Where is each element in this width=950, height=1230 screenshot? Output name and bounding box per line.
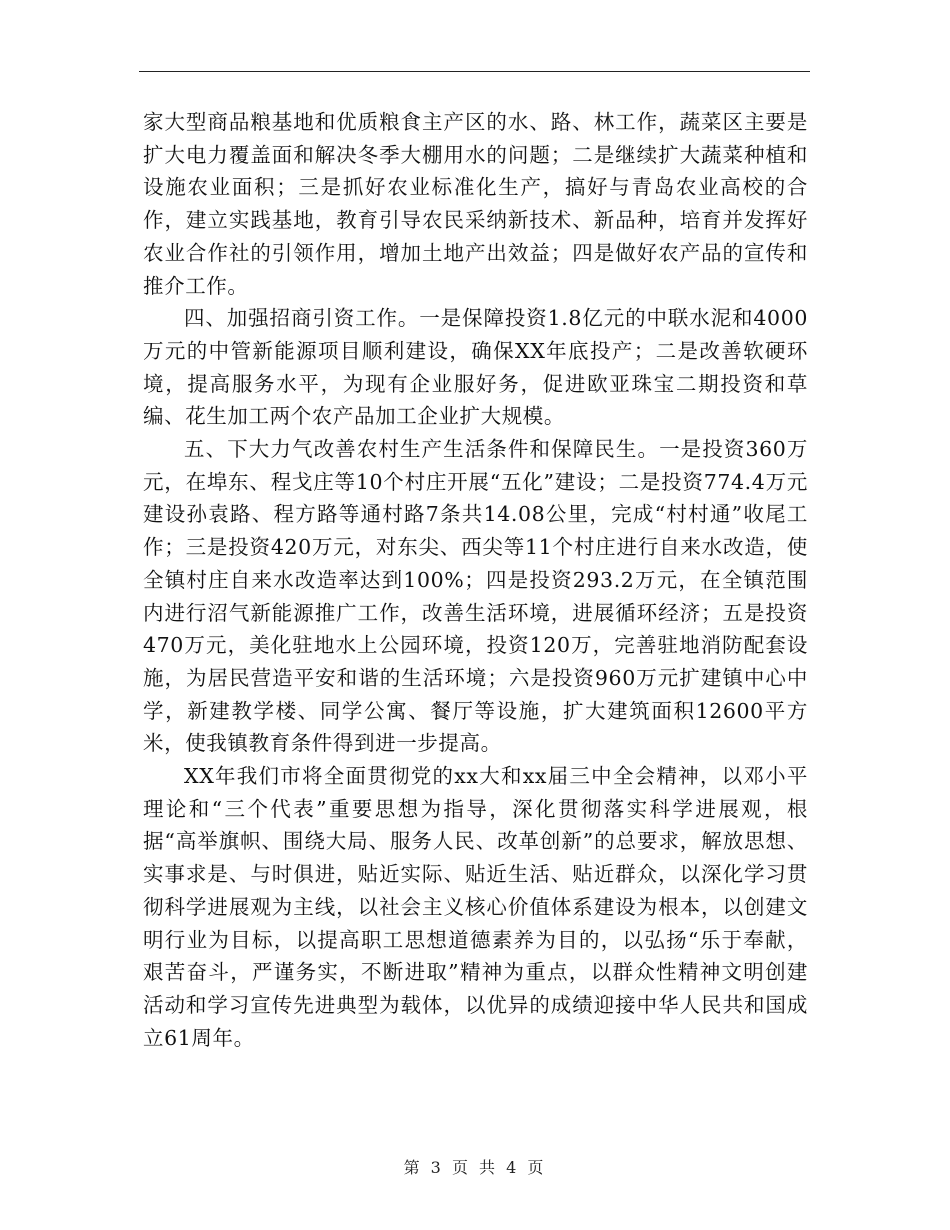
header-divider: [139, 71, 810, 72]
paragraph-investment-promotion: 四、加强招商引资工作。一是保障投资1.8亿元的中联水泥和4000万元的中管新能源项目顺利建设，确保XX年底投产；二是改善软硬环境，提高服务水平，为现有企业服好务，促进欧亚珠宝二期投资和草编、花生加工两个农产品加工企业扩大规模。: [143, 306, 808, 429]
paragraph-annual-plan: XX年我们市将全面贯彻党的xx大和xx届三中全会精神，以邓小平理论和“三个代表”重要思想为指导，深化贯彻落实科学进展观，根据“高举旗帜、围绕大局、服务人民、改革创新”的总要求，解放思想、实事求是、与时俱进，贴近实际、贴近生活、贴近群众，以深化学习贯彻科学进展观为主线，以社会主义核心价值体系建设为根本，以创建文明行业为目标，以提高职工思想道德素养为目的，以弘扬“乐于奉献，艰苦奋斗，严谨务实，不断进取”精神为重点，以群众性精神文明创建活动和学习宣传先进典型为载体，以优异的成绩迎接中华人民共和国成立61周年。: [143, 764, 808, 1050]
paragraph-rural-livelihood: 五、下大力气改善农村生产生活条件和保障民生。一是投资360万元，在埠东、程戈庄等10个村庄开展“五化”建设；二是投资774.4万元建设孙袁路、程方路等通村路7条共14.08公里，完成“村村通”收尾工作；三是投资420万元，对东尖、西尖等11个村庄进行自来水改造，使全镇村庄自来水改造率达到100%；四是投资293.2万元，在全镇范围内进行沼气新能源推广工作，改善生活环境，进展循环经济；五是投资470万元，美化驻地水上公园环境，投资120万，完善驻地消防配套设施，为居民营造平安和谐的生活环境；六是投资960万元扩建镇中心中学，新建教学楼、同学公寓、餐厅等设施，扩大建筑面积12600平方米，使我镇教育条件得到进一步提高。: [143, 437, 808, 756]
document-body: [143, 106, 808, 1054]
paragraph-agriculture-continued: 家大型商品粮基地和优质粮食主产区的水、路、林工作，蔬菜区主要是扩大电力覆盖面和解决冬季大棚用水的问题；二是继续扩大蔬菜种植和设施农业面积；三是抓好农业标准化生产，搞好与青岛农业高校的合作，建立实践基地，教育引导农民采纳新技术、新品种，培育并发挥好农业合作社的引领作用，增加土地产出效益；四是做好农产品的宣传和推介工作。: [143, 110, 808, 298]
page-number-footer: 第 3 页 共 4 页: [403, 1158, 547, 1177]
